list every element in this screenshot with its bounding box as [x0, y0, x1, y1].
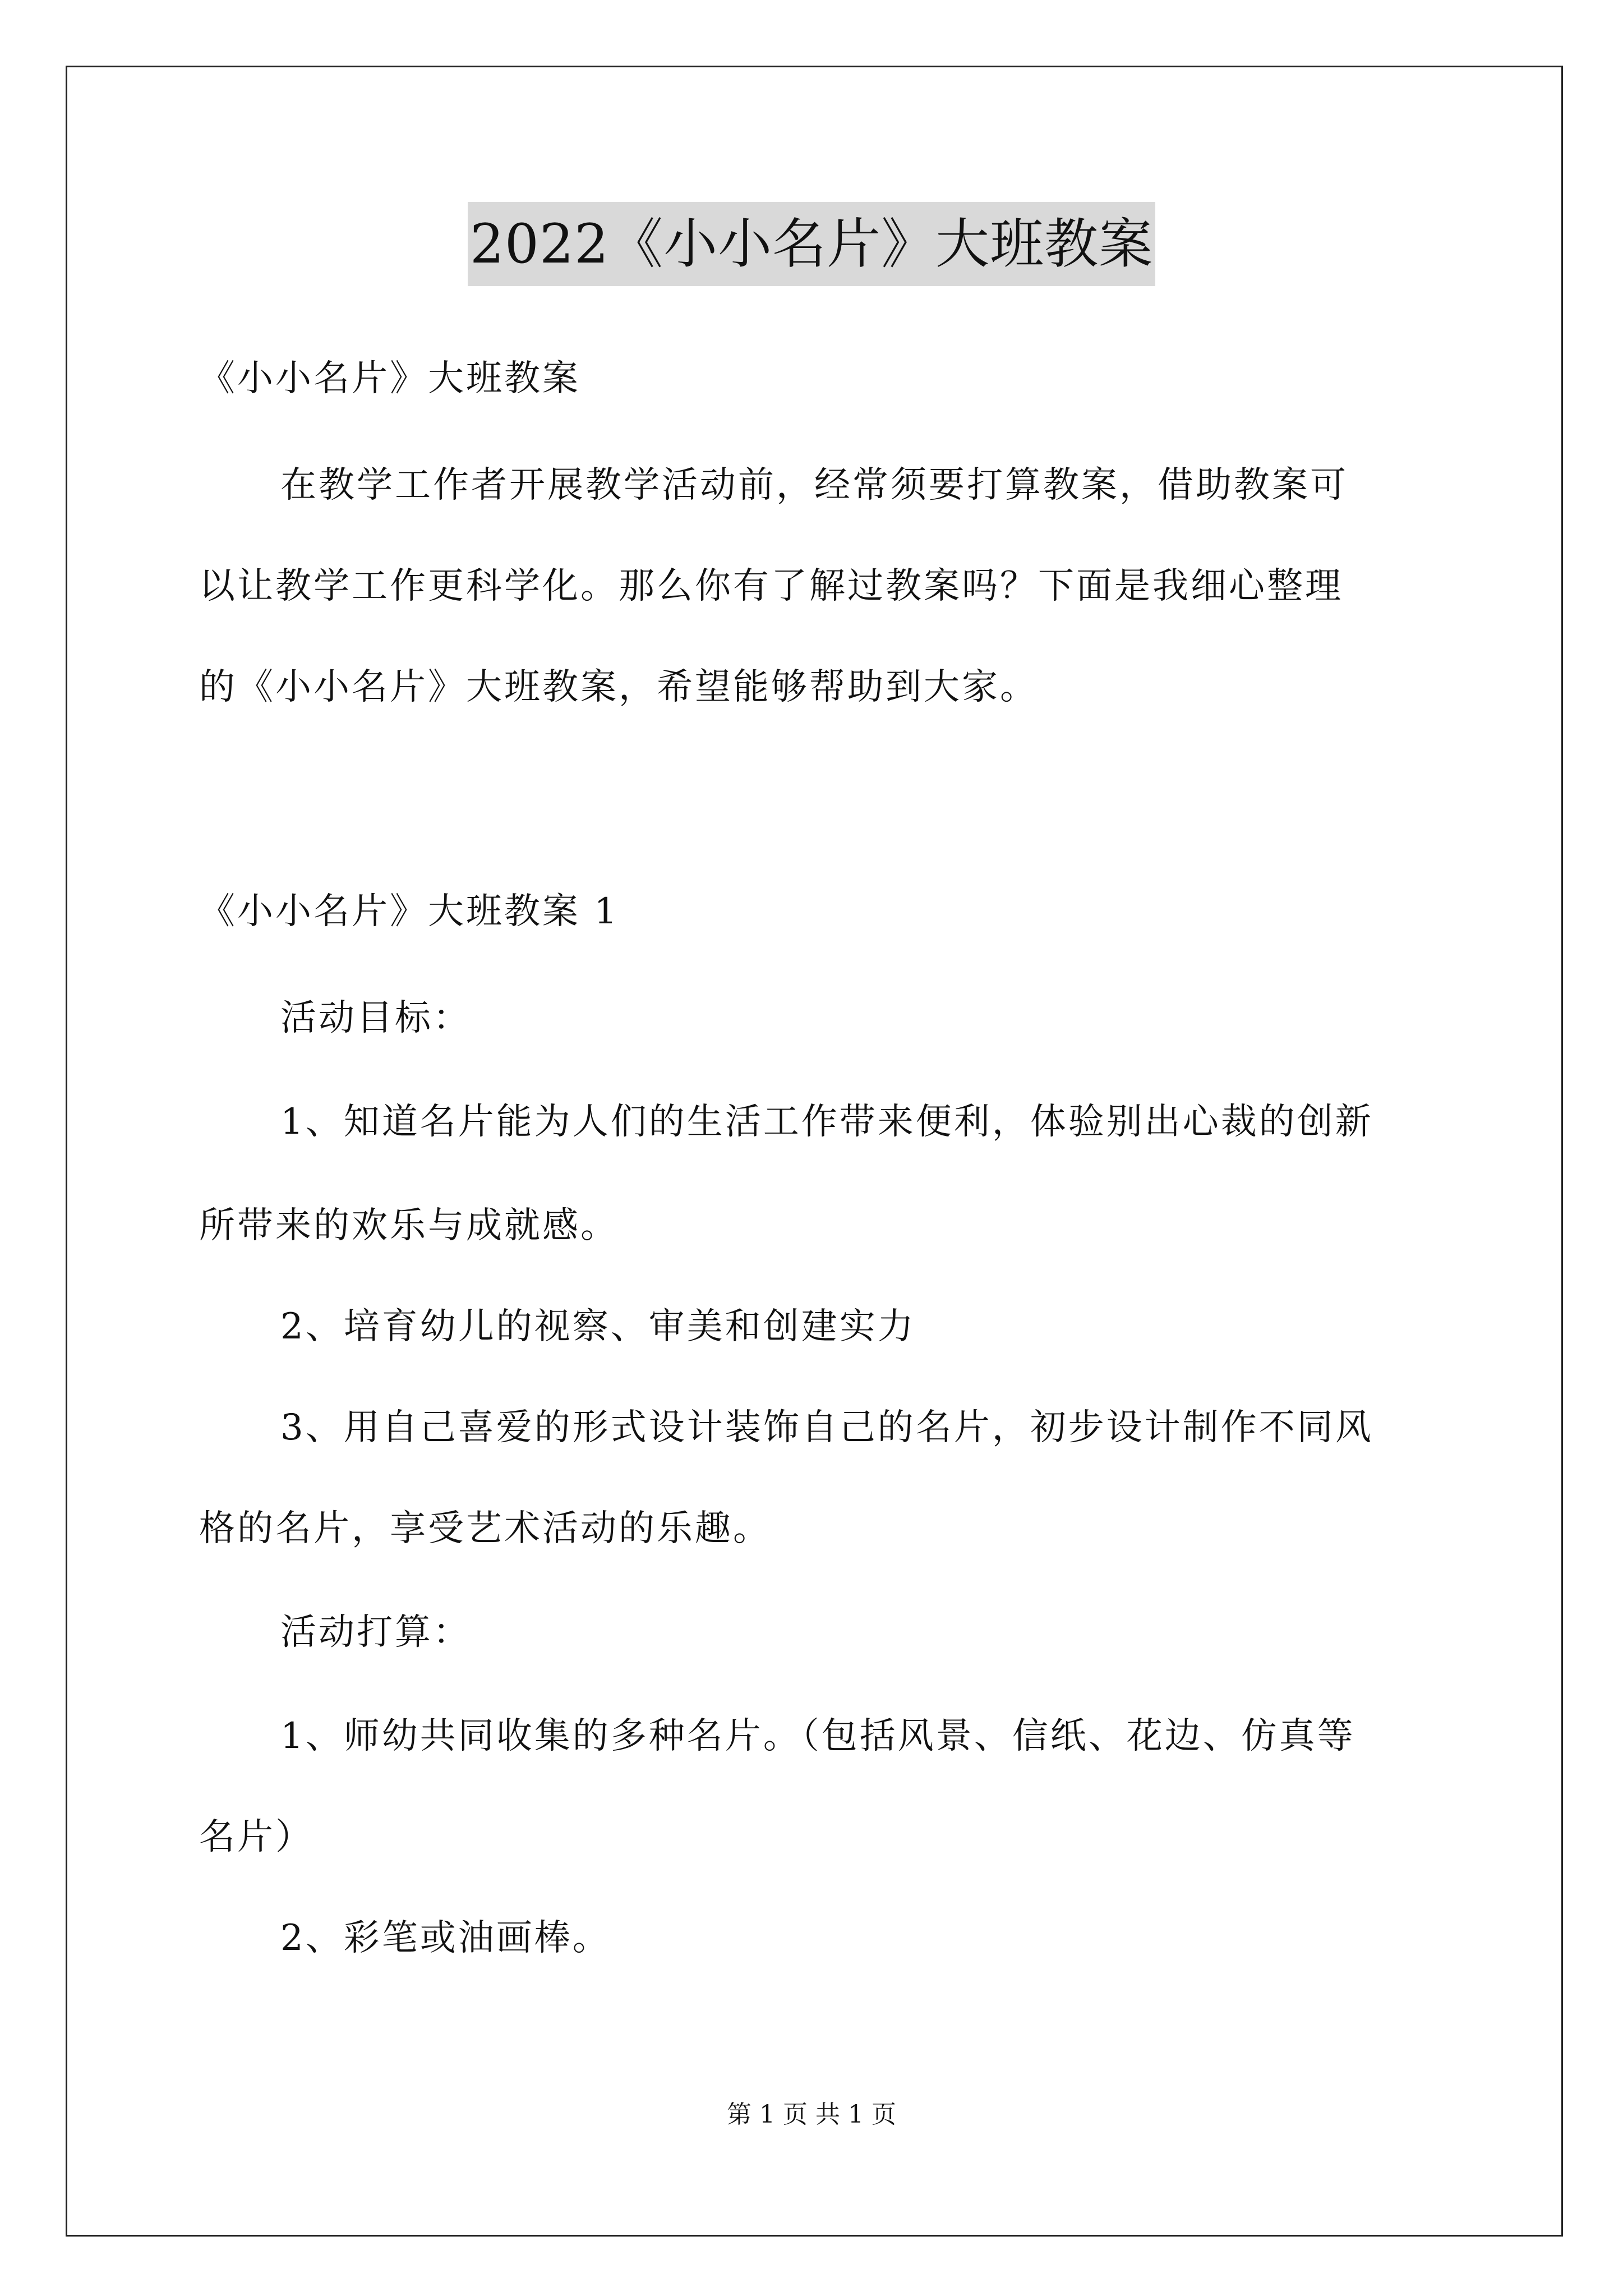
intro-line-1: 在教学工作者开展教学活动前，经常须要打算教案，借助教案可: [280, 464, 1348, 506]
goal-2: 2、培育幼儿的视察、审美和创建实力: [280, 1306, 916, 1347]
goal-3-line-2: 格的名片，享受艺术活动的乐趣。: [199, 1508, 771, 1549]
goal-3-line-1: 3、用自己喜爱的形式设计装饰自己的名片，初步设计制作不同风: [280, 1407, 1373, 1448]
subtitle: 《小小名片》大班教案: [199, 358, 580, 399]
prep-1-line-1: 1、师幼共同收集的多种名片。（包括风景、信纸、花边、仿真等: [280, 1715, 1355, 1757]
prep-2: 2、彩笔或油画棒。: [280, 1917, 611, 1959]
document-title: 2022《小小名片》大班教案: [468, 202, 1155, 286]
goals-heading: 活动目标：: [280, 997, 471, 1039]
intro-line-2: 以让教学工作更科学化。那么你有了解过教案吗？下面是我细心整理: [199, 565, 1343, 607]
prep-1-line-2: 名片）: [199, 1816, 313, 1858]
goal-1-line-1: 1、知道名片能为人们的生活工作带来便利，体验别出心裁的创新: [280, 1101, 1373, 1143]
goal-1-line-2: 所带来的欢乐与成就感。: [199, 1205, 619, 1246]
intro-line-3: 的《小小名片》大班教案，希望能够帮助到大家。: [199, 666, 1038, 708]
page-footer: 第 1 页 共 1 页: [727, 2100, 896, 2129]
prep-heading: 活动打算：: [280, 1612, 471, 1653]
section-heading: 《小小名片》大班教案 1: [199, 891, 620, 932]
title-container: [0, 202, 1623, 286]
